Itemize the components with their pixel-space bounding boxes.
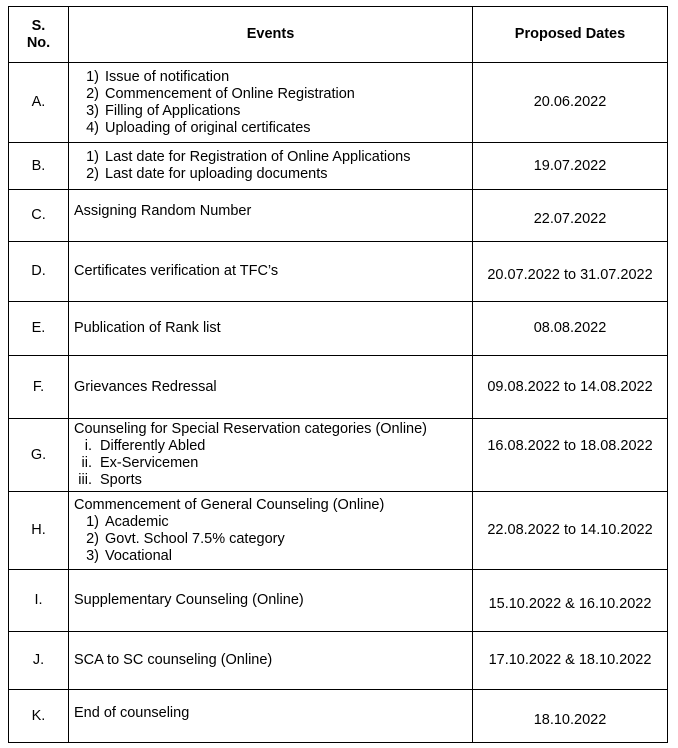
list-item xyxy=(74,531,472,548)
list-item xyxy=(74,120,472,137)
event-cell xyxy=(69,143,473,190)
event-text: Counseling for Special Reservation categories (Online) xyxy=(74,421,428,437)
list-item xyxy=(74,166,472,183)
event-cell xyxy=(69,302,473,356)
table-row xyxy=(9,570,668,632)
event-text: End of counseling xyxy=(74,704,190,721)
item-text: Issue of notification xyxy=(105,68,230,85)
date-cell: 08.08.2022 xyxy=(473,302,668,356)
date-cell: 09.08.2022 to 14.08.2022 xyxy=(473,356,668,419)
sno-cell: G. xyxy=(9,419,69,492)
table-row xyxy=(9,302,668,356)
table-row xyxy=(9,242,668,302)
item-text: Vocational xyxy=(105,547,172,564)
sno-cell: B. xyxy=(9,143,69,190)
item-text: Filling of Applications xyxy=(105,102,241,119)
date-cell: 18.10.2022 xyxy=(473,690,668,743)
date-cell: 22.07.2022 xyxy=(473,190,668,242)
list-item xyxy=(74,69,472,86)
item-text: Govt. School 7.5% category xyxy=(105,530,285,547)
table-row xyxy=(9,143,668,190)
table-row xyxy=(9,690,668,743)
event-text: Publication of Rank list xyxy=(74,320,221,336)
date-cell: 22.08.2022 to 14.10.2022 xyxy=(473,492,668,570)
list-item xyxy=(74,438,472,455)
event-list xyxy=(74,514,472,565)
sno-cell: K. xyxy=(9,690,69,743)
event-cell xyxy=(69,63,473,143)
item-text: Ex-Servicemen xyxy=(100,455,199,471)
header-events: Events xyxy=(69,7,473,63)
event-cell xyxy=(69,492,473,570)
item-text: Commencement of Online Registration xyxy=(105,85,355,102)
sno-cell: E. xyxy=(9,302,69,356)
sno-cell: A. xyxy=(9,63,69,143)
event-cell xyxy=(69,632,473,690)
item-number: 2) xyxy=(86,85,99,102)
list-item xyxy=(74,514,472,531)
item-number: i. xyxy=(84,438,92,454)
event-cell xyxy=(69,690,473,743)
header-dates: Proposed Dates xyxy=(473,7,668,63)
event-text: Supplementary Counseling (Online) xyxy=(74,592,304,608)
event-cell xyxy=(69,190,473,242)
event-text: Grievances Redressal xyxy=(74,378,217,395)
sno-cell: H. xyxy=(9,492,69,570)
list-item xyxy=(74,548,472,565)
event-text: Assigning Random Number xyxy=(74,203,252,219)
header-row xyxy=(9,7,668,63)
date-cell: 20.06.2022 xyxy=(473,63,668,143)
date-cell: 15.10.2022 & 16.10.2022 xyxy=(473,570,668,632)
event-text: Certificates verification at TFC’s xyxy=(74,263,279,279)
event-list xyxy=(74,438,472,489)
date-cell: 20.07.2022 to 31.07.2022 xyxy=(473,242,668,302)
item-number: ii. xyxy=(81,455,92,471)
event-cell xyxy=(69,570,473,632)
item-number: 1) xyxy=(86,68,99,85)
item-text: Last date for uploading documents xyxy=(105,166,328,182)
sno-cell: I. xyxy=(9,570,69,632)
event-text: SCA to SC counseling (Online) xyxy=(74,652,273,668)
item-text: Differently Abled xyxy=(100,438,206,454)
item-number: iii. xyxy=(78,472,92,488)
item-number: 3) xyxy=(86,547,99,564)
table-row xyxy=(9,356,668,419)
item-text: Sports xyxy=(100,472,142,488)
item-number: 2) xyxy=(86,166,99,182)
item-number: 2) xyxy=(86,530,99,547)
item-text: Academic xyxy=(105,513,169,530)
event-list xyxy=(74,149,472,183)
event-cell xyxy=(69,356,473,419)
table-row xyxy=(9,190,668,242)
sno-cell: D. xyxy=(9,242,69,302)
table-row xyxy=(9,63,668,143)
item-text: Last date for Registration of Online Applications xyxy=(105,149,411,165)
list-item xyxy=(74,149,472,166)
event-text: Commencement of General Counseling (Online) xyxy=(74,496,385,513)
item-number: 1) xyxy=(86,513,99,530)
schedule-table xyxy=(8,6,668,743)
list-item xyxy=(74,103,472,120)
table-row xyxy=(9,492,668,570)
sno-cell: F. xyxy=(9,356,69,419)
date-cell: 16.08.2022 to 18.08.2022 xyxy=(473,419,668,492)
sno-cell: C. xyxy=(9,190,69,242)
item-number: 3) xyxy=(86,102,99,119)
event-list xyxy=(74,69,472,137)
header-sno xyxy=(9,7,69,63)
item-number: 1) xyxy=(86,149,99,165)
list-item xyxy=(74,86,472,103)
event-cell xyxy=(69,242,473,302)
event-cell xyxy=(69,419,473,492)
sno-cell: J. xyxy=(9,632,69,690)
table-row xyxy=(9,419,668,492)
item-number: 4) xyxy=(86,119,99,136)
list-item xyxy=(74,455,472,472)
date-cell: 17.10.2022 & 18.10.2022 xyxy=(473,632,668,690)
list-item xyxy=(74,472,472,489)
header-sno-label: S. No. xyxy=(26,17,51,51)
date-cell: 19.07.2022 xyxy=(473,143,668,190)
item-text: Uploading of original certificates xyxy=(105,119,311,136)
table-row xyxy=(9,632,668,690)
